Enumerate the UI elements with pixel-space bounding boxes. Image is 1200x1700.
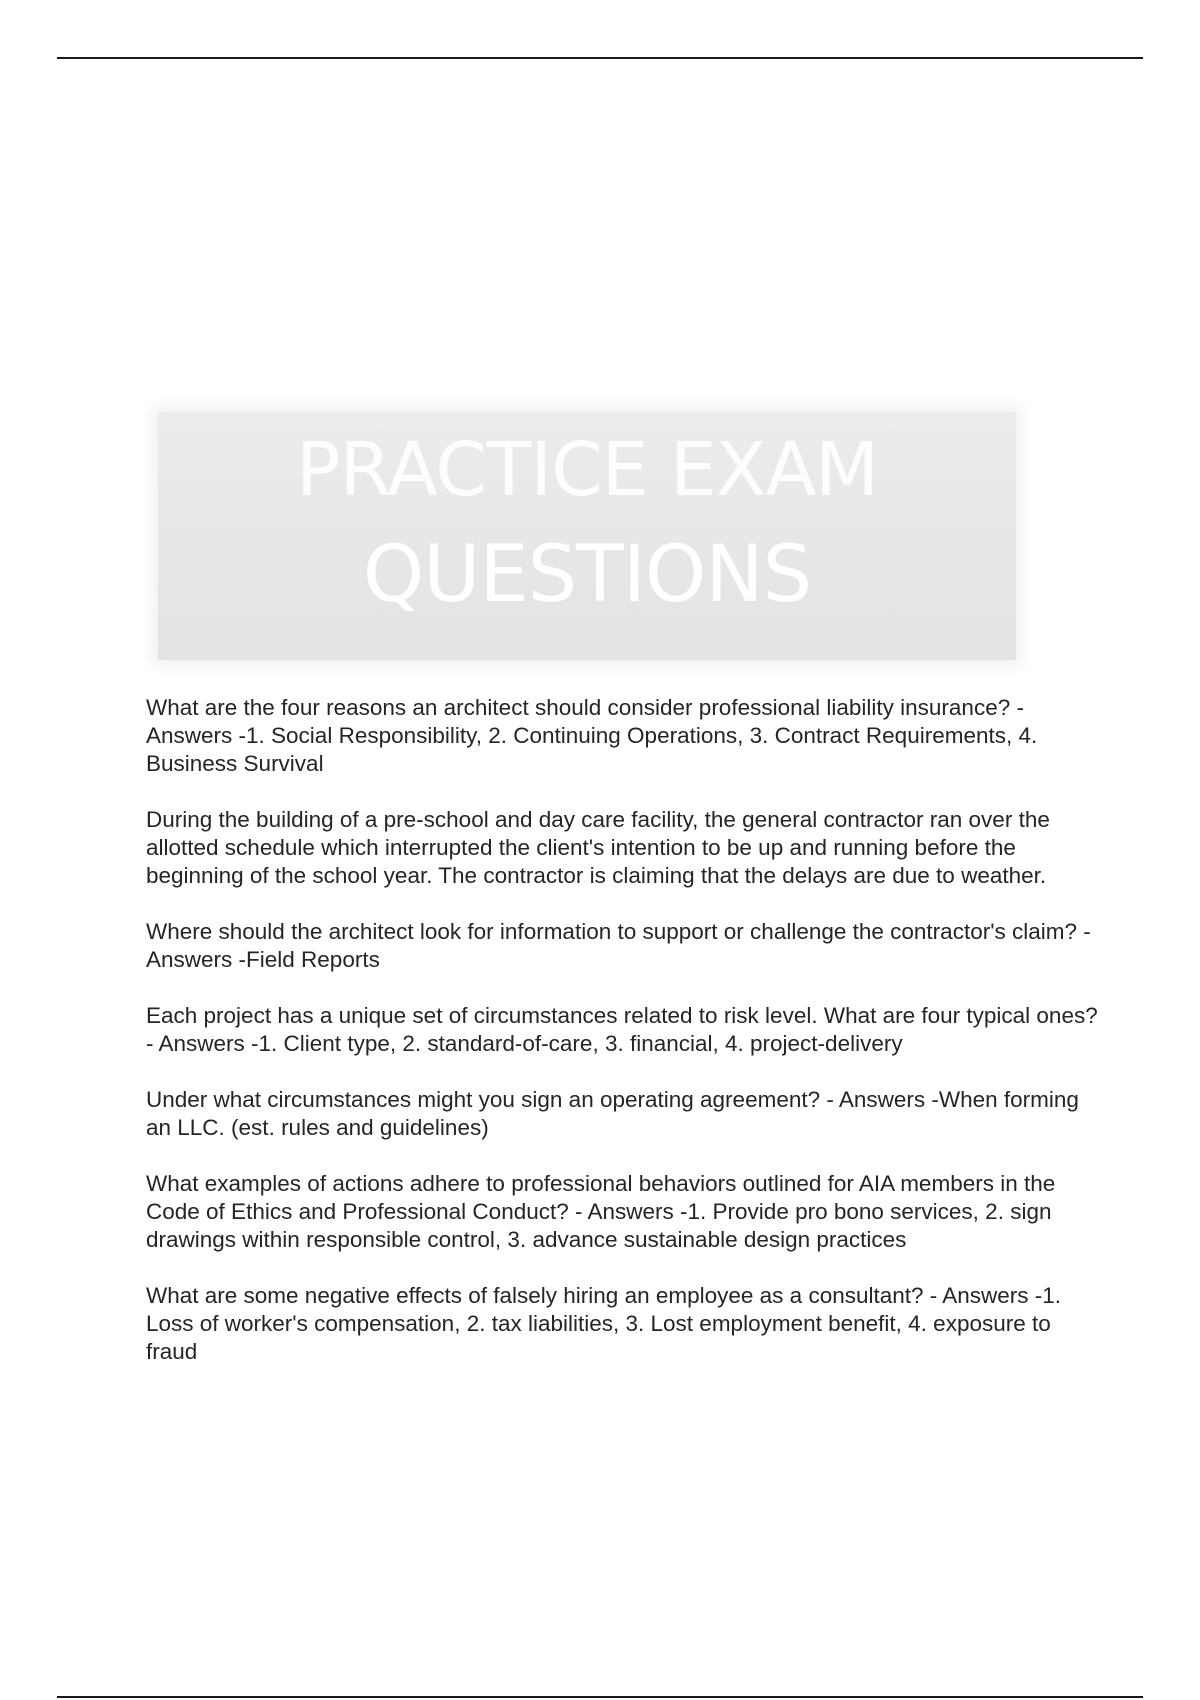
qa-paragraph-daycare-scenario: During the building of a pre-school and day care facility, the general contractor ran over the allotted schedule which interrupted the client's intention to be up and running before the beginning of the school year. The contractor is claiming that the delays are due to weather. [146, 807, 1050, 888]
watermark-banner [158, 412, 1016, 660]
question-answer-list [146, 694, 1098, 1394]
qa-paragraph-liability-insurance: What are the four reasons an architect should consider professional liability insurance? - Answers -1. Social Responsibility, 2. Continuing Operations, 3. Contract Requirements, 4. Business Survival [146, 695, 1038, 776]
qa-paragraph-aia-code-of-ethics: What examples of actions adhere to professional behaviors outlined for AIA members in the Code of Ethics and Professional Conduct? - Answers -1. Provide pro bono services, 2. sign drawings within responsible control, 3. advance sustainable design practices [146, 1171, 1056, 1252]
banner-title-line-1: PRACTICE EXAM [296, 427, 878, 513]
qa-paragraph-misclassified-employee: What are some negative effects of falsely hiring an employee as a consultant? - Answers -1. Loss of worker's compensation, 2. tax liabilities, 3. Lost employment benefit, 4. exposure to fraud [146, 1283, 1062, 1364]
top-rule [57, 57, 1143, 59]
qa-paragraph-risk-level: Each project has a unique set of circumstances related to risk level. What are four typical ones? - Answers -1. Client type, 2. standard-of-care, 3. financial, 4. project-delivery [146, 1003, 1098, 1056]
qa-paragraph-field-reports: Where should the architect look for information to support or challenge the contractor's claim? - Answers -Field Reports [146, 919, 1091, 972]
bottom-rule [57, 1696, 1143, 1698]
qa-paragraph-operating-agreement: Under what circumstances might you sign an operating agreement? - Answers -When forming an LLC. (est. rules and guidelines) [146, 1087, 1079, 1140]
banner-title-line-2: QUESTIONS [362, 530, 812, 620]
